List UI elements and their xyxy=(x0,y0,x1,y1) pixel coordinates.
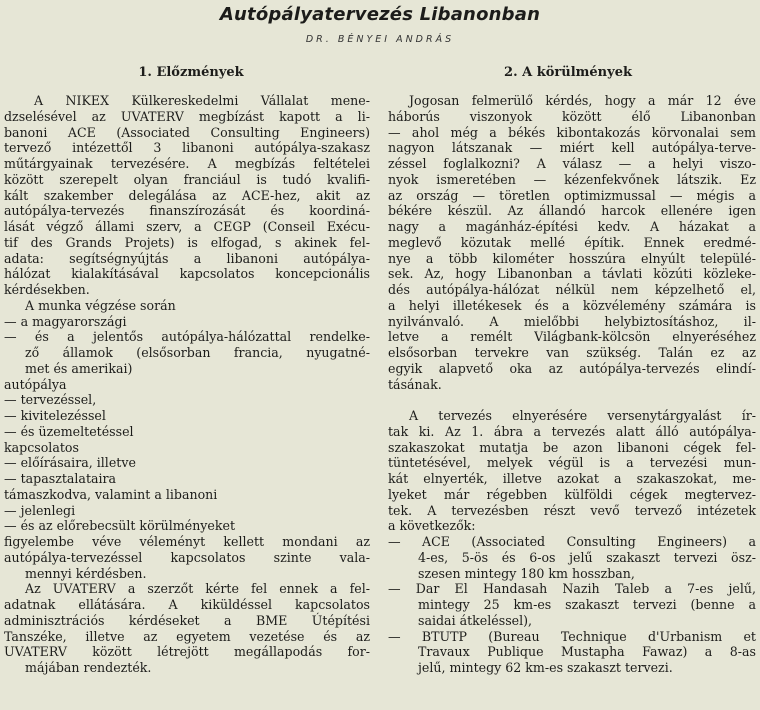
text-line: támaszkodva, valamint a libanoni xyxy=(4,486,218,502)
text-line: ző államok (elsősorban francia, nyugatné- xyxy=(25,345,370,360)
text-line: A NIKEX Külkereskedelmi Vállalat mene- xyxy=(34,93,370,108)
text-line: tek. A tervezésben részt vevő tervező intézetek xyxy=(388,502,756,518)
text-line: tervező intézettől 3 libanoni autópálya-szakasz xyxy=(4,140,370,156)
text-line: dzselésével az UVATERV megbízást kapott a li- xyxy=(4,108,370,124)
text-line: UVATERV között létrejött megállapodás for- xyxy=(4,644,370,660)
text-line: a következők: xyxy=(388,518,476,534)
text-line: adata: segítségnyújtás a libanoni autópálya- xyxy=(4,250,370,266)
text-line: — ahol még a békés kibontakozás körvonalai sem xyxy=(388,124,756,140)
right-column-body xyxy=(388,93,756,676)
article-title: Autópályatervezés Libanonban xyxy=(219,4,541,25)
text-line: saidai átkeléssel), xyxy=(418,612,533,628)
text-line: egyik alapvető oka az autópálya-tervezés elindí- xyxy=(388,360,756,376)
text-line: — előírásaira, illetve xyxy=(4,455,136,471)
text-line: kát elnyerték, illetve azokat a szakaszokat, me- xyxy=(388,471,756,486)
text-line: banoni ACE (Associated Consulting Engineers) xyxy=(4,124,370,140)
text-line: tif des Grands Projets) is elfogad, s akinek fel- xyxy=(4,234,370,250)
text-line: lását végző állami szerv, a CEGP (Conseil Exécu- xyxy=(4,219,370,234)
text-line: dés autópálya-hálózat nélkül nem képzelhető el, xyxy=(388,282,756,297)
text-line: nyok ismeretében — kézenfekvőnek látszik. Ez xyxy=(388,171,756,187)
text-line: békére készül. Az állandó harcok ellenére igen xyxy=(388,203,756,219)
text-line: elsősorban tervekre van szükség. Talán ez az xyxy=(388,345,756,360)
text-line: autópálya-tervezés finanszírozását és koordiná- xyxy=(4,203,370,219)
text-line: nagy a magánház-építési kedv. A házakat a xyxy=(388,219,756,234)
text-line: autópálya xyxy=(4,376,67,392)
text-line: kérdésekben. xyxy=(4,282,90,297)
text-line: adminisztrációs kérdéseket a BME Útépítési xyxy=(4,612,370,628)
text-line: hálózat kialakításával kapcsolatos koncepcionális xyxy=(4,266,370,282)
text-line: szesen mintegy 180 km hosszban, xyxy=(418,565,635,581)
text-line: nyilvánvaló. A mielőbbi helybiztosításhoz, il- xyxy=(388,313,756,329)
text-line: zéssel foglalkozni? A válasz — a helyi viszo- xyxy=(388,156,756,171)
text-line: meglevő közutak mellé építik. Ennek eredmé- xyxy=(388,234,756,250)
article-author: DR. BÉNYEI ANDRÁS xyxy=(305,34,455,45)
section-heading-1: 1. Előzmények xyxy=(138,65,244,80)
text-line: — és üzemeltetéssel xyxy=(4,423,134,439)
text-line: — a magyarországi xyxy=(4,313,127,329)
text-line: met és amerikai) xyxy=(25,360,133,376)
text-line: — kivitelezéssel xyxy=(4,408,106,423)
text-line: mennyi kérdésben. xyxy=(25,565,147,581)
text-line: Tanszéke, illetve az egyetem vezetése és az xyxy=(4,628,370,644)
text-line: — jelenlegi xyxy=(4,502,76,518)
text-line: — tapasztalataira xyxy=(4,471,117,486)
text-line: sek. Az, hogy Libanonban a távlati közúti közleke- xyxy=(388,266,756,282)
text-line: szakaszokat mutatja be azon libanoni cégek fel- xyxy=(388,439,756,455)
text-line: A munka végzése során xyxy=(25,297,176,313)
text-line: — Dar El Handasah Nazih Taleb a 7-es jelű, xyxy=(388,581,756,597)
text-line: letve a remélt Világbank-kölcsön elnyeréséhez xyxy=(388,329,756,345)
text-line: Az UVATERV a szerzőt kérte fel ennek a fel- xyxy=(25,581,370,597)
text-line: között szerepelt olyan franciául is tudó kvalifi- xyxy=(4,171,370,187)
text-line: a helyi illetékesek és a közvélemény számára is xyxy=(388,297,756,313)
text-line: A tervezés elnyerésére versenytárgyalást ír- xyxy=(409,408,756,423)
text-line: kapcsolatos xyxy=(4,439,79,455)
text-line: — ACE (Associated Consulting Engineers) a xyxy=(388,534,756,549)
text-line xyxy=(388,392,756,408)
text-line: 4-es, 5-ös és 6-os jelű szakaszt tervezi ösz- xyxy=(418,549,756,565)
right-column xyxy=(388,64,756,676)
text-line: nagyon látszanak — miért kell autópálya-terve- xyxy=(388,140,756,156)
text-line: jelű, mintegy 62 km-es szakaszt tervezi. xyxy=(418,660,673,675)
text-line: Jogosan felmerülő kérdés, hogy a már 12 éve xyxy=(409,93,756,108)
text-line: nye a több kilométer hosszúra elnyúlt települé- xyxy=(388,250,756,266)
text-line: tak ki. Az 1. ábra a tervezés alatt álló autópálya- xyxy=(388,423,756,439)
text-line: tüntetésével, melyek végül is a tervezési mun- xyxy=(388,455,756,471)
text-line: mintegy 25 km-es szakaszt tervezi (benne a xyxy=(418,597,756,612)
text-line: adatnak ellátására. A kiküldéssel kapcsolatos xyxy=(4,597,370,612)
section-heading-2: 2. A körülmények xyxy=(504,65,632,80)
text-line: figyelembe véve véleményt kellett mondani az xyxy=(4,534,370,549)
left-column-body xyxy=(4,93,370,676)
text-line: — tervezéssel, xyxy=(4,392,97,408)
text-line: májában rendezték. xyxy=(25,660,152,675)
text-line: — BTUTP (Bureau Technique d'Urbanism et xyxy=(388,628,756,644)
text-line: műtárgyainak tervezésére. A megbízás feltételei xyxy=(4,156,370,171)
text-line: háborús viszonyok között élő Libanonban xyxy=(388,108,756,124)
text-line: az ország — töretlen optimizmussal — mégis a xyxy=(388,187,756,203)
text-line: Travaux Publique Mustapha Fawaz) a 8-as xyxy=(418,644,756,660)
left-column xyxy=(4,64,370,676)
text-line: lyeket már régebben külföldi cégek megtervez- xyxy=(388,486,756,502)
text-line: autópálya-tervezéssel kapcsolatos szinte vala- xyxy=(4,549,370,565)
text-line: tásának. xyxy=(388,376,442,392)
text-line: — és a jelentős autópálya-hálózattal rendelke- xyxy=(4,329,370,345)
text-line: kált szakember delegálása az ACE-hez, akit az xyxy=(4,187,370,203)
text-line: — és az előrebecsült körülményeket xyxy=(4,518,236,534)
